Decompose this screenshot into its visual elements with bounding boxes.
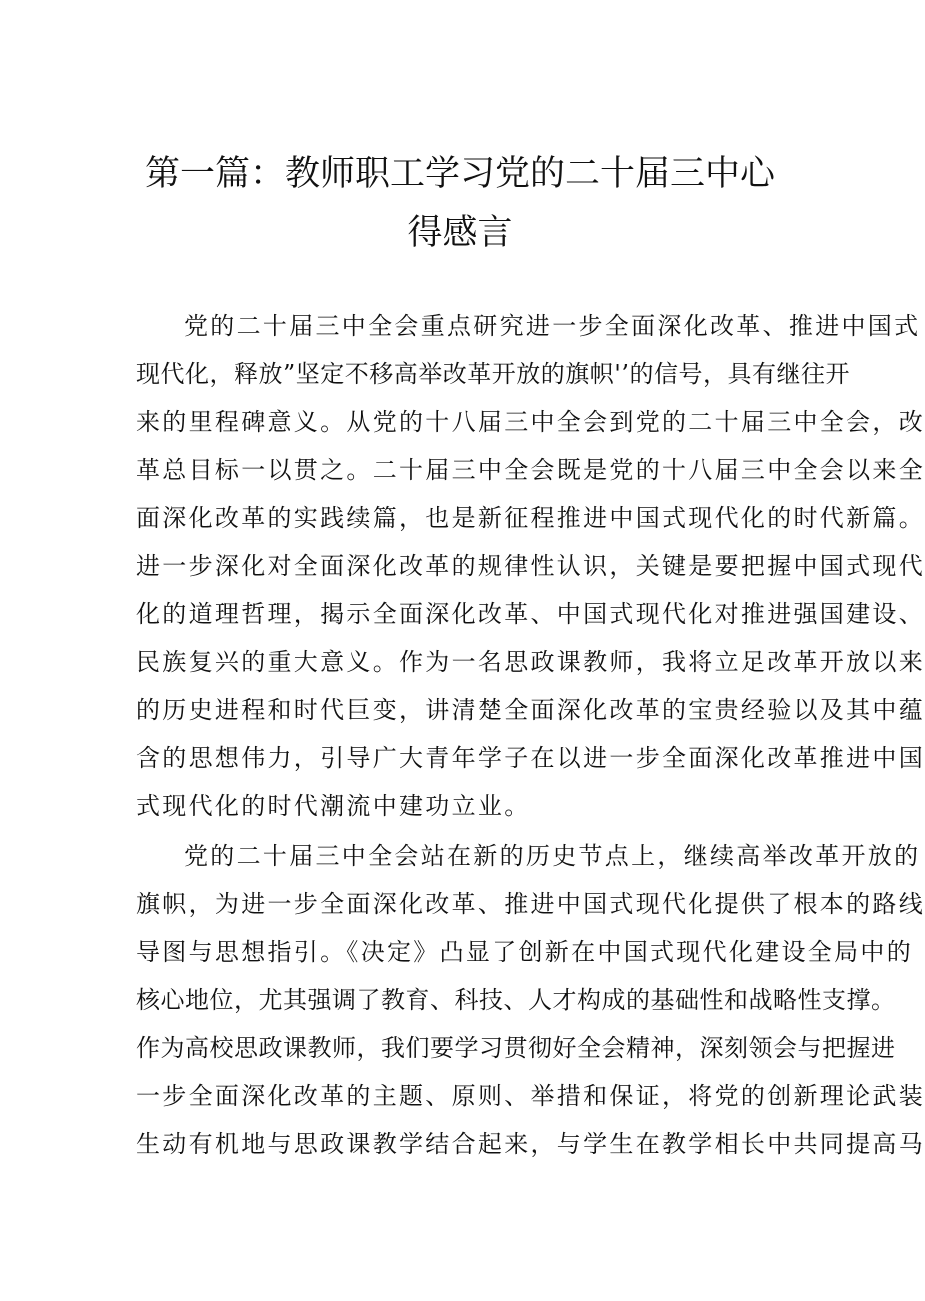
paragraph-1-line-4: 革总目标一以贯之。二十届三中全会既是党的十八届三中全会以来全 [136, 456, 925, 484]
paragraph-2-line-5: 作为高校思政课教师，我们要学习贯彻好全会精神，深刻领会与把握进 [136, 1034, 896, 1062]
paragraph-1-line-2: 现代化，释放”坚定不移高举改革开放的旗帜'’的信号，具有继往开 [136, 360, 850, 388]
paragraph-1-line-10: 含的思想伟力，引导广大青年学子在以进一步全面深化改革推进中国 [136, 744, 925, 772]
paragraph-2-line-4: 核心地位，尤其强调了教育、科技、人才构成的基础性和战略性支撑。 [136, 986, 896, 1014]
paragraph-1-line-11: 式现代化的时代潮流中建功立业。 [136, 792, 531, 820]
paragraph-1-line-1: 党的二十届三中全会重点研究进一步全面深化改革、推进中国式 [184, 312, 921, 340]
document-title-line-2: 得感言 [407, 213, 513, 253]
paragraph-1-line-6: 进一步深化对全面深化改革的规律性认识，关键是要把握中国式现代 [136, 552, 925, 580]
paragraph-2-line-3: 导图与思想指引。《决定》凸显了创新在中国式现代化建设全局中的 [136, 938, 913, 966]
document-title-line-1: 第一篇：教师职工学习党的二十届三中心 [144, 154, 775, 194]
paragraph-2-line-2: 旗帜，为进一步全面深化改革、推进中国式现代化提供了根本的路线 [136, 890, 925, 918]
paragraph-2-line-7: 生动有机地与思政课教学结合起来，与学生在教学相长中共同提高马 [136, 1130, 925, 1158]
paragraph-2-line-1: 党的二十届三中全会站在新的历史节点上，继续高举改革开放的 [184, 842, 921, 870]
paragraph-1-line-7: 化的道理哲理，揭示全面深化改革、中国式现代化对推进强国建设、 [136, 600, 925, 628]
paragraph-1-line-9: 的历史进程和时代巨变，讲清楚全面深化改革的宝贵经验以及其中蕴 [136, 696, 925, 724]
paragraph-1-line-8: 民族复兴的重大意义。作为一名思政课教师，我将立足改革开放以来 [136, 648, 925, 676]
paragraph-1-line-3: 来的里程碑意义。从党的十八届三中全会到党的二十届三中全会，改 [136, 408, 925, 436]
paragraph-1-line-5: 面深化改革的实践续篇，也是新征程推进中国式现代化的时代新篇。 [136, 504, 925, 532]
paragraph-2-line-6: 一步全面深化改革的主题、原则、举措和保证，将党的创新理论武装 [136, 1082, 925, 1110]
